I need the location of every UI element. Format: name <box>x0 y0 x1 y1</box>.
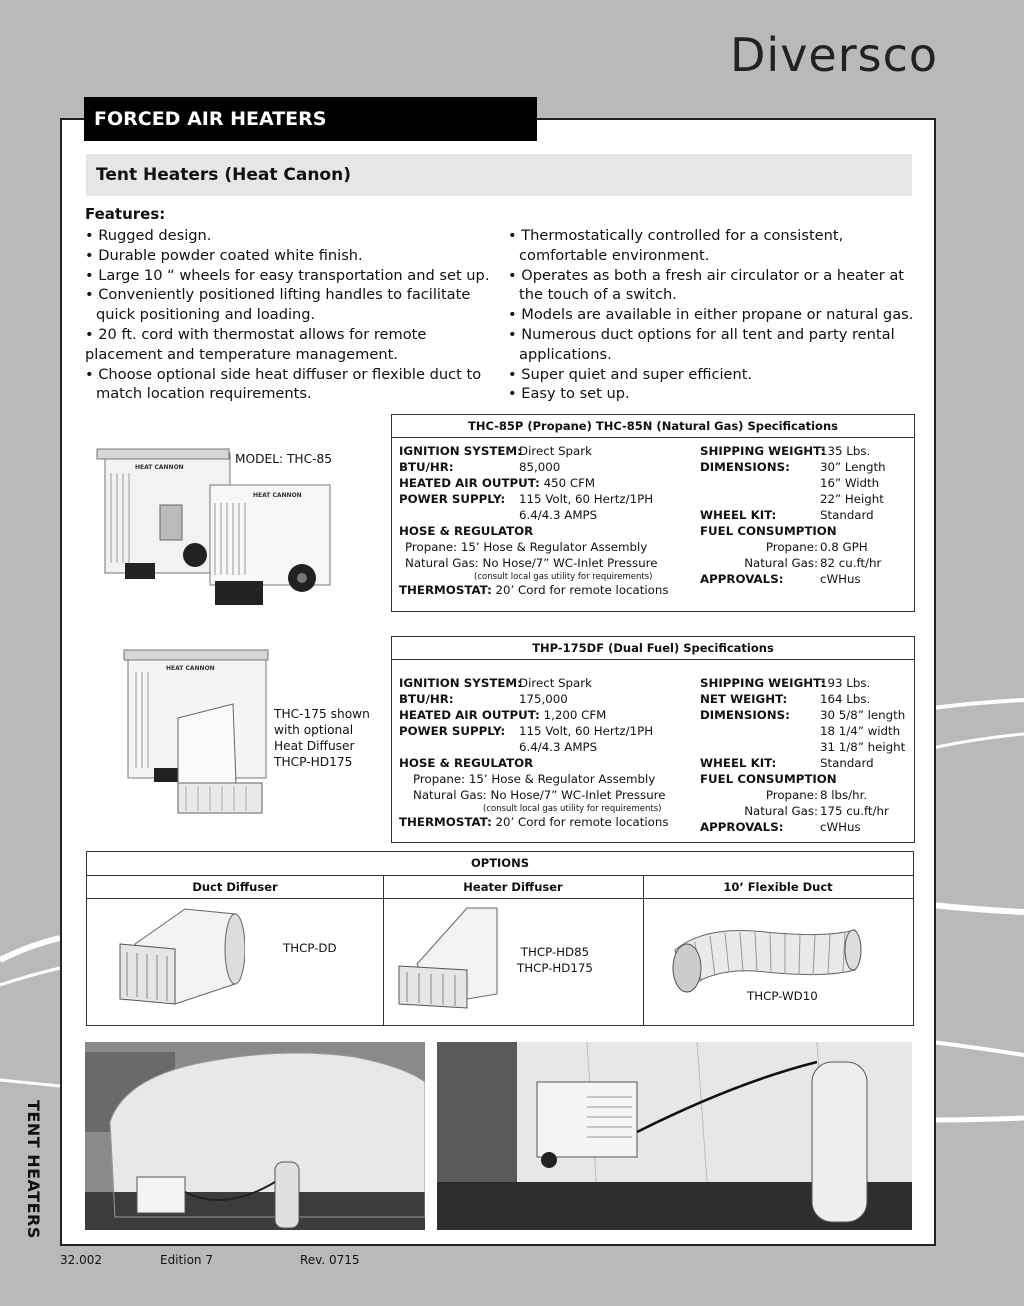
heater-brand-label: HEAT CANNON <box>253 492 302 499</box>
spec-title: THC-85P (Propane) THC-85N (Natural Gas) Specifications <box>392 415 914 438</box>
features-title: Features: <box>85 205 166 223</box>
spec-value: 6.4/4.3 AMPS <box>519 508 598 522</box>
duct-diffuser-photo <box>115 904 245 1009</box>
spec-value: 31 1/8” height <box>820 740 906 754</box>
thc175-caption <box>274 706 370 770</box>
spec-value: Natural Gas: No Hose/7” WC-Inlet Pressure <box>405 556 658 570</box>
spec-label: HEATED AIR OUTPUT: <box>399 708 540 722</box>
feature-item: • Conveniently positioned lifting handles to facilitate quick positioning and loading. <box>85 286 471 324</box>
spec-value: 0.8 GPH <box>820 540 868 554</box>
option-code: THCP-DD <box>283 941 337 955</box>
spec-value: 135 Lbs. <box>820 444 871 458</box>
feature-item: • 20 ft. cord with thermostat allows for remote placement and temperature management. <box>85 325 427 363</box>
spec-value: Direct Spark <box>519 444 592 458</box>
caption-line: THCP-HD175 <box>274 755 353 769</box>
spec-value: cWHus <box>820 572 861 586</box>
spec-label: Natural Gas: <box>744 804 818 818</box>
spec-value: Standard <box>820 508 874 522</box>
spec-value: 164 Lbs. <box>820 692 871 706</box>
spec-value: Propane: 15’ Hose & Regulator Assembly <box>413 772 656 786</box>
spec-table-thc85 <box>391 414 915 612</box>
spec-label: BTU/HR: <box>399 692 454 706</box>
spec-label: Propane: <box>765 540 818 554</box>
spec-label: Natural Gas: <box>744 556 818 570</box>
feature-item: • Large 10 “ wheels for easy transportation and set up. <box>85 266 490 284</box>
option-header-flexible-duct: 10’ Flexible Duct <box>643 876 913 899</box>
spec-value: 6.4/4.3 AMPS <box>519 740 598 754</box>
thc175-diffuser-photo <box>118 648 270 818</box>
side-label: TENT HEATERS <box>24 1100 43 1239</box>
spec-label: THERMOSTAT: <box>399 815 492 829</box>
option-header-heater-diffuser: Heater Diffuser <box>383 876 643 899</box>
heater-diffuser-photo <box>397 904 507 1014</box>
tent-with-heater-photo <box>85 1042 425 1230</box>
spec-value: Standard <box>820 756 874 770</box>
heater-beside-tent-photo <box>437 1042 912 1230</box>
spec-value: 82 cu.ft/hr <box>820 556 882 570</box>
spec-label: POWER SUPPLY: <box>399 724 506 738</box>
spec-value: Propane: 15’ Hose & Regulator Assembly <box>405 540 648 554</box>
spec-value: 115 Volt, 60 Hertz/1PH <box>519 492 654 506</box>
spec-value: 30 5/8” length <box>820 708 906 722</box>
options-table <box>86 851 914 1026</box>
page-subtitle: Tent Heaters (Heat Canon) <box>86 154 912 196</box>
page-number: 32.002 <box>60 1253 102 1267</box>
spec-label: FUEL CONSUMPTION <box>700 772 837 786</box>
column-divider <box>383 876 384 1025</box>
features-list-left <box>85 226 505 404</box>
spec-label: WHEEL KIT: <box>700 756 777 770</box>
spec-label: DIMENSIONS: <box>700 708 790 722</box>
feature-item: • Thermostatically controlled for a consistent, comfortable environment. <box>508 227 844 264</box>
revision-label: Rev. 0715 <box>300 1253 360 1267</box>
spec-label: HOSE & REGULATOR <box>399 756 534 770</box>
spec-value: 18 1/4” width <box>820 724 901 738</box>
option-codes-heater-diffuser <box>517 944 593 976</box>
spec-label: HOSE & REGULATOR <box>399 524 534 538</box>
spec-label: THERMOSTAT: <box>399 583 492 597</box>
options-title: OPTIONS <box>87 852 913 876</box>
caption-line: with optional <box>274 723 354 737</box>
feature-item: • Models are available in either propane or natural gas. <box>508 306 914 324</box>
feature-item: • Numerous duct options for all tent and party rental applications. <box>508 325 895 363</box>
spec-label: FUEL CONSUMPTION <box>700 524 837 538</box>
spec-label: SHIPPING WEIGHT: <box>700 676 826 690</box>
option-code: THCP-HD175 <box>517 961 593 975</box>
spec-value: 16” Width <box>820 476 880 490</box>
brand-logo: Diversco <box>730 28 939 82</box>
spec-note: (consult local gas utility for requirements) <box>483 804 662 814</box>
heater-brand-label: HEAT CANNON <box>135 464 184 471</box>
spec-label: POWER SUPPLY: <box>399 492 506 506</box>
spec-label: NET WEIGHT: <box>700 692 788 706</box>
spec-value: Direct Spark <box>519 676 592 690</box>
spec-label: WHEEL KIT: <box>700 508 777 522</box>
spec-table-thp175df <box>391 636 915 843</box>
feature-item: • Super quiet and super efficient. <box>508 365 753 383</box>
caption-line: Heat Diffuser <box>274 739 355 753</box>
section-title: FORCED AIR HEATERS <box>84 97 537 141</box>
spec-label: APPROVALS: <box>700 572 784 586</box>
spec-label: BTU/HR: <box>399 460 454 474</box>
spec-value: 20’ Cord for remote locations <box>495 815 669 829</box>
spec-title: THP-175DF (Dual Fuel) Specifications <box>392 637 914 660</box>
feature-item: • Choose optional side heat diffuser or flexible duct to match location requirements. <box>85 365 482 403</box>
feature-item: • Durable powder coated white finish. <box>85 246 363 264</box>
spec-value: 450 CFM <box>543 476 596 490</box>
spec-note: (consult local gas utility for requirements) <box>474 572 653 582</box>
spec-value: Natural Gas: No Hose/7” WC-Inlet Pressure <box>413 788 666 802</box>
spec-value: 175 cu.ft/hr <box>820 804 889 818</box>
option-code: THCP-HD85 <box>520 945 590 959</box>
spec-value: cWHus <box>820 820 861 834</box>
spec-label: SHIPPING WEIGHT: <box>700 444 826 458</box>
spec-value: 85,000 <box>519 460 561 474</box>
spec-value: 175,000 <box>519 692 568 706</box>
spec-value: 1,200 CFM <box>543 708 607 722</box>
spec-label: APPROVALS: <box>700 820 784 834</box>
option-header-duct-diffuser: Duct Diffuser <box>87 876 383 899</box>
spec-value: 8 lbs/hr. <box>820 788 868 802</box>
feature-item: • Rugged design. <box>85 227 212 244</box>
spec-value: 20’ Cord for remote locations <box>495 583 669 597</box>
heater-brand-label: HEAT CANNON <box>166 665 215 672</box>
spec-value: 193 Lbs. <box>820 676 871 690</box>
option-code: THCP-WD10 <box>747 989 818 1003</box>
thc85-heaters-photo <box>95 445 340 610</box>
spec-label: IGNITION SYSTEM: <box>399 676 522 690</box>
spec-label: Propane: <box>765 788 818 802</box>
spec-value: 115 Volt, 60 Hertz/1PH <box>519 724 654 738</box>
spec-label: DIMENSIONS: <box>700 460 790 474</box>
spec-value: 30” Length <box>820 460 886 474</box>
edition-label: Edition 7 <box>160 1253 213 1267</box>
features-list-right <box>508 226 918 404</box>
spec-label: HEATED AIR OUTPUT: <box>399 476 540 490</box>
feature-item: • Operates as both a fresh air circulator or a heater at the touch of a switch. <box>508 266 904 304</box>
spec-label: IGNITION SYSTEM: <box>399 444 522 458</box>
column-divider <box>643 876 644 1025</box>
spec-value: 22” Height <box>820 492 884 506</box>
model-caption: MODEL: THC-85 <box>235 452 332 466</box>
caption-line: THC-175 shown <box>274 707 370 721</box>
feature-item: • Easy to set up. <box>508 385 630 403</box>
